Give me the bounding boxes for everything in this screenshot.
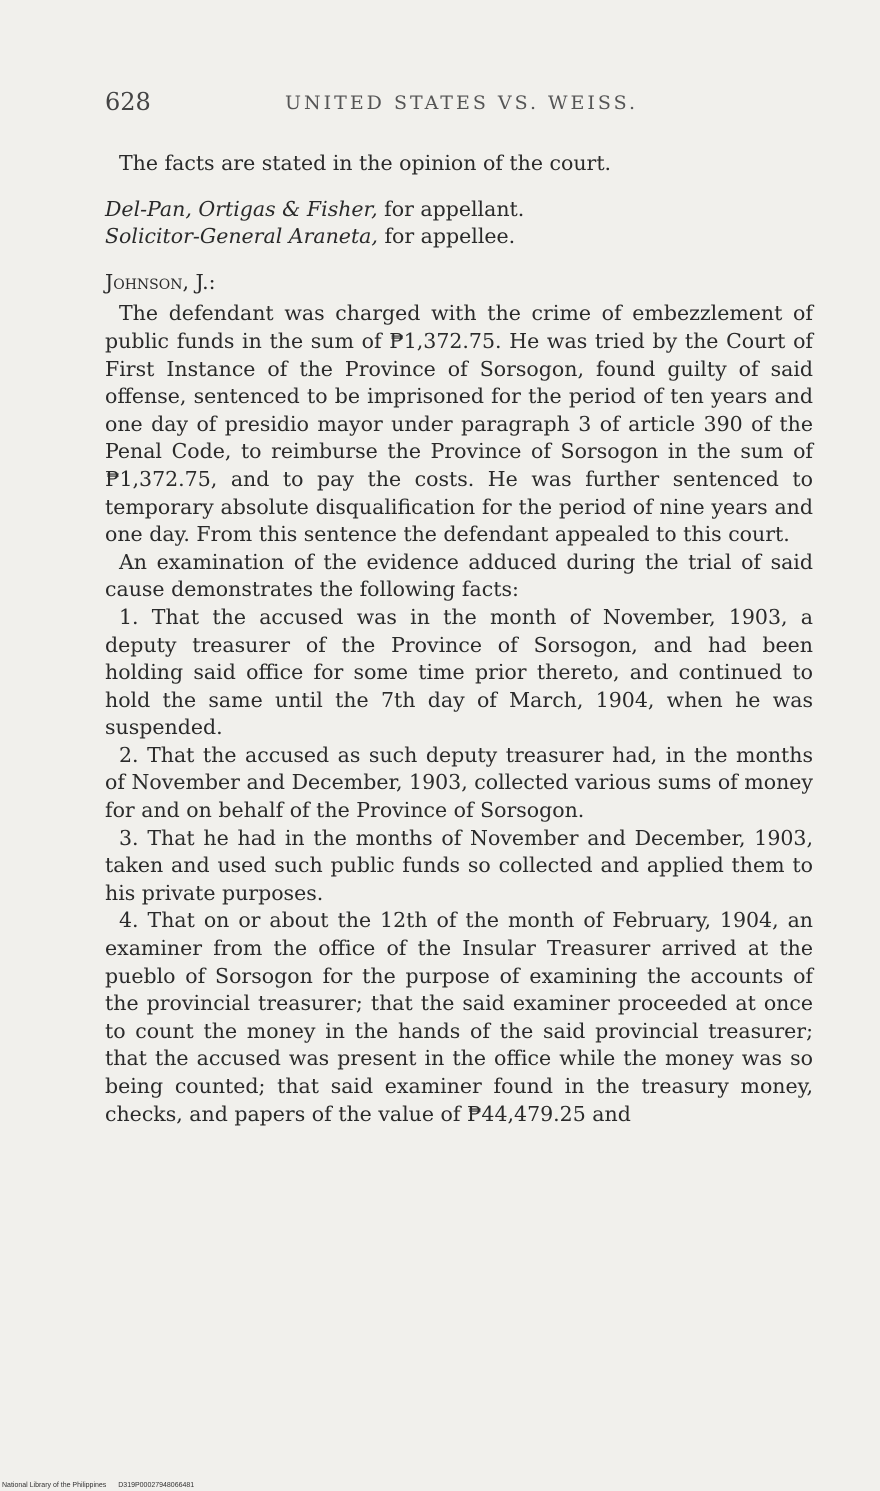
counsel-role: for appellant. xyxy=(377,196,525,221)
facts-statement: The facts are stated in the opinion of the court. xyxy=(119,151,612,175)
page-header xyxy=(105,88,815,122)
counsel-block xyxy=(105,196,813,251)
counsel-role: for appellee. xyxy=(377,224,516,249)
paragraph: The defendant was charged with the crime of embezzlement of public funds in the sum of ₱1,372.75. He was tried by the Court of First Instance of the Province of Sorsogon, found guilty of said offense, sentenced to be imprisoned for the period of ten years and one day of presidio mayor under paragraph 3 of article 390 of the Penal Code, to reimburse the Province of Sorsogon in the sum of ₱1,372.75, and to pay the costs. He was further sentenced to temporary absolute disqualification for the period of nine years and one day. From this sentence the defendant appealed to this court. xyxy=(105,301,813,547)
paragraph: An examination of the evidence adduced during the trial of said cause demonstrates the following facts: xyxy=(105,549,813,602)
counsel-name: Del-Pan, Ortigas & Fisher, xyxy=(105,196,378,221)
paragraph: 4. That on or about the 12th of the month of February, 1904, an examiner from the office of the Insular Treasurer arrived at the pueblo of Sorsogon for the purpose of examining the accounts of the provincial treasurer; that the said examiner proceeded at once to count the money in the hands of the said provincial treasurer; that the accused was present in the office while the money was so being counted; that said examiner found in the treasury money, checks, and papers of the value of ₱44,479.25 and xyxy=(105,908,813,1126)
image-code: D319P00027948066481 xyxy=(118,1482,195,1489)
counsel-name: Solicitor-General Araneta, xyxy=(105,224,378,249)
judge-name: Johnson, J.: xyxy=(105,269,216,294)
running-head: UNITED STATES VS. WEISS. xyxy=(285,92,638,114)
paragraph: 3. That he had in the months of November and December, 1903, taken and used such public funds so collected and applied them to his private purposes. xyxy=(105,825,813,905)
document-body xyxy=(105,150,813,1128)
paragraph: 1. That the accused was in the month of November, 1903, a deputy treasurer of the Province of Sorsogon, and had been holding said office for some time prior thereto, and continued to hold the same until the 7th day of March, 1904, when he was suspended. xyxy=(105,604,813,740)
counsel-line-appellant xyxy=(105,196,813,224)
library-credit: National Library of the Philippines xyxy=(2,1482,107,1489)
counsel-line-appellee xyxy=(105,223,813,251)
paragraph: 2. That the accused as such deputy treasurer had, in the months of November and December, 1903, collected various sums of money for and on behalf of the Province of Sorsogon. xyxy=(105,742,813,823)
page-number: 628 xyxy=(105,88,151,116)
scan-footer xyxy=(2,1482,204,1489)
